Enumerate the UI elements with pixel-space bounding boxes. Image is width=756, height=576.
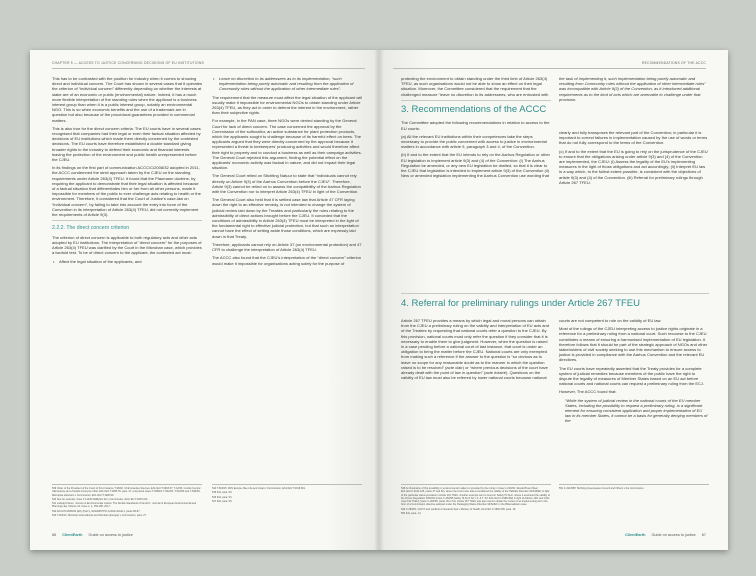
paragraph: The criterion of direct concern is applicable to both regulatory acts and other acts adopted by EU institutions. The interpretation of “direct concern” for the purposes of Article 263(4) TFEU was clarified by the Court in the Microban case, which provides a twofold test. To be of direct concern to the applicant, the contested act must: [52, 234, 202, 256]
bullet-item: • Leave no discretion to its addressees as to its implementation, “such implementation being purely automatic and resulting from the application of Community rules without the application of other intermediate rules”. [212, 76, 362, 92]
paragraph: The ACCC also found that the CJEU’s interpretation of the “direct concern” criterion would make it impossible for organisations acting solely for the purpose of [212, 255, 362, 266]
left-footer [52, 533, 133, 538]
book-spread [30, 50, 728, 550]
left-running-head-chapter: CHAPTER 5 [52, 61, 73, 65]
paragraph: The EU courts have repeatedly asserted that the Treaty provides for a complete system of judicial remedies because members of the public have the right to dispute the legality of measures of Member States based on an EU act before national courts and national courts can request a preliminary ruling from the ECJ. [559, 365, 705, 387]
page-number: 66 [52, 532, 57, 537]
section-rule [401, 100, 551, 101]
paragraph: the task of implementing it, such implementation being purely automatic and resulting from Community rules without the application of other intermediate rules” was incompatible with Article 9(3) of the Convention, as it introduced additional requirements as to the kind of acts which are amenable to challenge under that provision. [559, 76, 706, 102]
paragraph: Article 267 TFEU provides a means by which legal and moral persons can obtain from the CJEU a preliminary ruling on the validity and interpretation of EU acts and of the Treaties by requesting that national courts refer a question to the CJEU. By this provision, national courts must only refer the question if they consider that it is necessary to enable them to give judgment. However, when the question is raised in a case pending before a national court of last instance, that court is under an obligation to bring the matter before the CJEU. National courts are only exempted from making such a reference if the answer to the question is “so obvious as to leave no scope for any reasonable doubt as to the manner in which the question raised is to be resolved” (acte clair) or “where previous decisions of the court have already dealt with the point of law in question” (acte éclairé). Questions on the validity of EU law must also be referred by lower national courts because national [401, 318, 550, 381]
footnote: 549 C-283/81, CILFIT and Lanificio di Gavardo SpA v Ministry of Health, ECLI:EU:C:1982:335, para. 16. [401, 507, 517, 511]
section-rule [401, 293, 709, 294]
footnote: 551 C-321/95P, Stichting Greenpeace Council and Others v the Commission. [559, 487, 645, 490]
paragraph: The General Court relied on Stichting Natuur to state that “individuals cannot rely directly on Article 9(3) of the Aarhus Convention before the CJEU”. Therefore, Article 9(3) cannot be relied on to assess the compatibility of the Aarhus Regulation with the Convention nor to interpret Article 263(4) TFEU in light of the Convention. [212, 173, 361, 195]
brand-name: ClientEarth [62, 532, 83, 537]
recommendation-b: (b) If and to the extent that the EU intends to rely on the Aarhus Regulation or other EU legislation to implement article 9(3) and (4) of the Convention: (i) The Aarhus Regulation be amended, or any new EU legislation be drafted, so that it is clear to the CJEU that legislation is intended to implement article 9(3) of the Convention (ii) New or amended legislation implementing the Aarhus Convention use wording that [401, 152, 550, 179]
paragraph: The requirement that the measure must affect the legal situation of the applicant will usually make it impossible for environmental NGOs to obtain standing under Article 263(4) TFEU, as they act in order to defend the interest in the environment, rather than their subjective rights. [212, 94, 362, 116]
left-footnotes-col2 [212, 484, 362, 504]
footnote: 544 T-600/15, PAN Europe, Bee Life and Unapi v Commission, ECLI:EU:T:2016:601. [212, 487, 306, 490]
recommendation-a: (a) All the relevant EU institutions within their competences take the steps necessary to provide the public concerned with access to justice in environmental matters in accordance with article 9, paragraph 3 and 4, of the Convention. [401, 133, 547, 150]
heading-referral: 4. Referral for preliminary rulings under Article 267 TFEU [401, 297, 641, 309]
footnote: 550 Ibid, para. 14. [401, 512, 422, 516]
guide-title: Guide on access to justice [651, 532, 696, 537]
brand-name: ClientEarth [625, 532, 646, 537]
right-column-2 [559, 76, 709, 188]
paragraph: Therefore, applicants cannot rely on Article 37 (on environmental protection) and 47 CFR to challenge the interpretation of Article 263(4) TFEU. [212, 241, 362, 253]
footnote: 540 See for example, Case T-114/02 BaByliss SA v Commission, ECLI:EU:T:2003:100. [52, 497, 149, 501]
paragraph: Most of the rulings of the CJEU interpreting access to justice rights originate in a reference for a preliminary ruling from a national court. Such recourse to the CJEU constitutes a means of ensuring a harmonised implementation of EU legislation. It therefore follows that it should be part of the strategic approach of NGOs and other stakeholders of civil society seeking to use this mechanism to ensure access to justice is provided in compliance with the Aarhus Convention and the relevant EU directives. [559, 326, 708, 363]
subheading-direct-concern: 2.2.2. The direct concern criterion [52, 224, 130, 231]
footnote: 542 ACCC/C/2008/32 (EU) (Part I), ECE/MP.PP/C.1/2011/4/Add.1, paras 86-87. [52, 509, 141, 513]
paragraph: protecting the environment to obtain standing under the third limb of Article 263(4) TFEU, as such organisations would not be able to show an effect on their legal situation. Moreover, the Committee considered that the requirement that the challenged measure “leave no discretion to its addressees, who are entrusted with [401, 76, 549, 97]
paragraph: The General Court also held that it is settled case law that Article 47 CFR laying down the right to an effective remedy, is not intended to change the system of judicial review laid down by the Treaties and particularly the rules relating to the admissibility of direct actions brought before the CJEU. It conceded that the conditions of admissibility in Article 263(4) TFEU must be interpreted in the light of the fundamental right to effective judicial protection, but that such an interpretation cannot have the effect of setting aside those conditions, which are expressly laid down in that Treaty. [212, 197, 359, 239]
right-referral-col1 [401, 318, 551, 383]
right-footnotes-col1 [401, 484, 551, 516]
left-running-head-separator: — [74, 61, 78, 65]
paragraph: The Committee adopted the following recommendations in relation to access to the EU courts: [401, 120, 550, 131]
footnote: 545 Ibid, para. 59. [212, 491, 233, 495]
paragraph: This is also true for the direct concern criteria. The EU courts have in several cases recognised that companies had their legal or even their factual situation affected by decisions of EU institutions which made them directly concerned by the contested decisions. The EU courts have therefore established a double standard giving broader rights to the industry to defend their economic and financial interests leaving the protection of the environment and public health unrepresented before the CJEU. [52, 125, 201, 163]
footnote: 541 Ludwig Krämer, ‘Access to Environmental Justice: The Double Standards of the ECJ’, Journal of European Environmental and Planning Law, Volume 14, Issue 2, p. 159-185, 2017. [52, 502, 197, 509]
right-column-1 [401, 76, 551, 181]
recommendation-c: (c) If and to the extent that the EU is going to rely on the jurisprudence of the CJEU to ensure that the obligations arising under article 9(3) and (4) of the Convention are implemented, the CJEU: (i) Assess the legality of the EU’s implementing measures in the light of those obligations and act accordingly; (ii) Interpret EU law in a way which, to the fullest extent possible, is consistent with the objectives of article 9(3) and (4) of the Convention. (iii) Referral for preliminary rulings through Article 267 TFEU. [559, 148, 708, 185]
right-footer [625, 533, 706, 538]
heading-referral-wrap [401, 290, 709, 314]
left-column-2 [212, 76, 362, 269]
footnote: 547 Ibid, para. 55. [212, 499, 233, 503]
paragraph: For example, in the PAN case, three NGOs were denied standing by the General Court for lack of direct concern. The case concerned the approval by the Commission of the sulfoxaflor, an active substance for plant protection products, which the applicants sought to challenge because of its harmful effect on bees. The applicants argued that they were directly concerned by the approval because it represented a threat to beekeepers’ producing activities and would therefore affect their right to property and to conduct a business as well as their campaign activities. The General Court rejected this argument, finding the potential effect on the applicants’ economic activity was factual in nature, and did not impact their legal situation. [212, 118, 362, 171]
right-footnotes-col2 [559, 484, 709, 491]
heading-recommendations: 3. Recommendations of the ACCC [401, 104, 547, 116]
left-column-1 [52, 76, 202, 267]
left-running-head-title: ACCESS TO JUSTICE CONCERNING DECISIONS OF EU INSTITUTIONS [78, 61, 205, 65]
right-running-head: RECOMMENDATIONS OF THE ACCC [641, 61, 706, 65]
right-header-rule [393, 68, 706, 69]
quote: “While the system of judicial review in the national courts of the EU member States, including the possibility to request a preliminary ruling, is a significant element for ensuring consistent application and proper implementation of EU law in its member States, it cannot be a basis for generally denying members of the [565, 397, 708, 424]
paragraph: This has to be contrasted with the position for industry when it comes to showing direct and individual concern. The Court has shown in several cases that it operates the criterion of “individual concern” differently depending on whether the interests at stake are of an economic or public (environmental) nature. Indeed, it has a much more flexible interpretation of the standing rules when the applicant is a business interest group than when it is a public interest group, notably an environmental NGO. This is so when economic benefits and the use of a trademark are in question but also because of the procedural guarantees provided in commercial matters. [52, 76, 202, 123]
bullet-item: • Affect the legal situation of the applicants, and [52, 259, 202, 264]
paragraph: courts are not competent to rule on the validity of EU law. [559, 318, 662, 323]
footnote: 539 Order of the President of the Court of First Instance T-96/92, CCE Grandes Sources; ECLI:EU:T:1993:37; T-12/93, Comité Central d’Entreprise de la Société Anonyme Vittel; ECLI:EU:T:1995:78, para. 47, and joined cases T-528/93, T-542/93, T-543/93 and T-546/93, Métropole télévision v Commission; ECLI:EU:T:1996:99. [52, 487, 201, 497]
section-rule [52, 220, 202, 221]
paragraph: In its findings on the first part of communication ACCC/C/2008/32 adopted in 2011, the ACCC condemned the strict approach taken by the CJEU on the standing requirements under Article 263(4) TFEU. It found that the Plaumann doctrine, by requiring the applicant to demonstrate that their legal situation is affected because of a factual situation that differentiates him or her from all other persons, made it impossible for members of the public to ever challenge acts relating to health or the environment. Therefore, it considered that the Court of Justice’s case-law on “individual concern”, by failing to take into account the entry into force of the Convention in its interpretation of Article 263(4) TFEU, did not correctly implement the requirements of Article 9(3). [52, 165, 201, 218]
right-page [379, 50, 728, 550]
footnote: 543 T-262/10, Microban International and Microban (Europe) v Commission, para. 27. [52, 514, 147, 518]
recommendation-b-continued: clearly and fully transposes the relevant part of the Convention; in particular it is important to correct failures in implementation caused by the use of words or terms that do not fully correspond to the terms of the Convention. [559, 130, 708, 146]
footnote: 548 An illustration of this possibility in environmental matters is provided by the ruling in Case C-240/09, Slovak Brown Bear; ECLI:EU:C:2011:125, paras 47 and 52), where the Court inter alia reconsidered the validity of the Habitats Directive 92/43/EEC in light of the particular status provided in Article 191 TFEU. Another example can be found in Safety Hi-Tech, where it examined the validity of the Ozone Regulation 3093/94 (Case C-284/95 Safety Hi-Tech Srl v S. & T. Srl; ECLI:EU:C:1998:352) in light of Articles 130r and 130s (now 191 TFEU) (Case C-284/95, paras 35 to 61). Article 267 TFEU was also used to obtain the review of an implementing act in the form of a Commission directive adopted under the Packaging Waste Directive 94/62/EC in the Bittersaltstein case. [401, 487, 550, 507]
guide-title: Guide on access to justice [88, 532, 133, 537]
right-referral-col2 [559, 318, 709, 427]
spacer [559, 105, 709, 130]
page-number: 67 [701, 532, 706, 537]
left-header-rule [52, 68, 365, 69]
footnote: 546 Ibid, para. 54. [212, 495, 233, 499]
paragraph: However, The ACCC found that: [559, 389, 617, 395]
left-page [30, 50, 379, 550]
left-footnotes-col1 [52, 484, 202, 518]
left-running-head [52, 61, 204, 66]
